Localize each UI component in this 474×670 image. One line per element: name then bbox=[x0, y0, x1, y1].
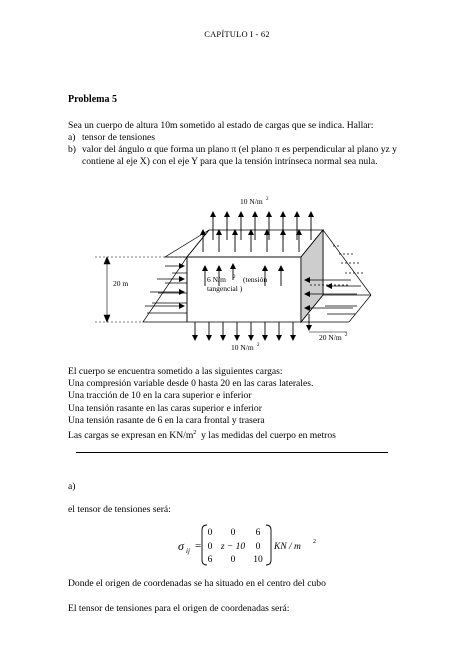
left-triangular-load bbox=[143, 257, 187, 322]
tensor-intro: el tensor de tensiones será: bbox=[68, 504, 171, 515]
matrix-cell: 6 bbox=[207, 555, 213, 565]
matrix-cell: 10 bbox=[253, 555, 263, 565]
matrix-cell: 0 bbox=[207, 528, 213, 538]
question-b-label: b) bbox=[68, 144, 76, 155]
top-load-label bbox=[240, 197, 269, 206]
sigma-subscript: ij bbox=[186, 547, 190, 555]
load-item: Una tensión rasante en las caras superior e inferior bbox=[68, 402, 262, 414]
question-b bbox=[68, 144, 397, 156]
shear-note-2: tangencial ) bbox=[207, 284, 243, 293]
matrix-cell: 0 bbox=[230, 555, 236, 565]
bottom-load-exponent: 2 bbox=[257, 343, 260, 348]
sigma-symbol: σ bbox=[178, 539, 184, 553]
loads-list bbox=[68, 366, 336, 442]
section-divider bbox=[76, 452, 388, 453]
page-header: CAPÍTULO I - 62 bbox=[204, 29, 270, 39]
right-bracket bbox=[266, 525, 271, 565]
load-item: Una tracción de 10 en la cara superior e inferior bbox=[68, 390, 252, 402]
matrix-units-exponent: 2 bbox=[313, 539, 316, 545]
shear-value: 6 N/m bbox=[207, 275, 226, 284]
matrix-units: KN / m bbox=[274, 542, 301, 552]
matrix-cell: 6 bbox=[255, 528, 261, 538]
top-load-value: 10 N/m bbox=[240, 197, 263, 206]
matrix-cells bbox=[208, 528, 263, 565]
shear-note-1: (tensión bbox=[243, 275, 268, 284]
bottom-load-value: 10 N/m bbox=[231, 343, 254, 352]
question-a-text: tensor de tensiones bbox=[82, 132, 156, 143]
origin-note: Donde el origen de coordenadas se ha situado en el centro del cubo bbox=[68, 578, 326, 589]
height-dimension bbox=[95, 257, 185, 322]
load-item: Una compresión variable desde 0 hasta 20 en las caras laterales. bbox=[68, 378, 314, 390]
left-bracket bbox=[202, 525, 207, 565]
problem-title: Problema 5 bbox=[68, 94, 117, 105]
load-item: Una tensión rasante de 6 en la cara frontal y trasera bbox=[68, 414, 265, 426]
final-note: El tensor de tensiones para el origen de coordenadas será: bbox=[68, 603, 290, 614]
bottom-tension-arrows bbox=[195, 314, 309, 340]
units-text-2: y las medidas del cuerpo en metros bbox=[196, 430, 336, 442]
height-label: 20 m bbox=[113, 279, 129, 288]
matrix-cell: 0 bbox=[255, 542, 261, 552]
top-tension-arrows bbox=[203, 212, 311, 252]
problem-statement: Sea un cuerpo de altura 10m sometido al estado de cargas que se indica. Hallar: bbox=[68, 120, 374, 131]
question-b-text-1: valor del ángulo α que forma un plano π (el plano π es perpendicular al plano yz y bbox=[82, 144, 397, 155]
left-back-load bbox=[165, 230, 209, 257]
question-a-label: a) bbox=[68, 132, 76, 143]
units-note bbox=[68, 427, 336, 442]
lateral-load-exponent: 2 bbox=[345, 333, 348, 338]
top-load-exponent: 2 bbox=[266, 197, 269, 202]
lateral-load-arrows bbox=[145, 266, 361, 308]
matrix-cell: z − 10 bbox=[220, 542, 246, 552]
matrix-cell: 0 bbox=[230, 528, 236, 538]
units-text: Las cargas se expresan en KN/m bbox=[68, 430, 194, 442]
section-a-label: a) bbox=[68, 481, 76, 492]
loads-intro: El cuerpo se encuentra sometido a las siguientes cargas: bbox=[68, 366, 283, 377]
shear-exponent: 2 bbox=[233, 275, 236, 280]
units-exponent: 2 bbox=[193, 429, 197, 436]
question-b-text-2: contiene al eje X) con el eje Y para que la tensión intrínseca normal sea nula. bbox=[82, 156, 378, 167]
equals-sign: = bbox=[195, 540, 202, 552]
stress-tensor-matrix bbox=[176, 520, 326, 570]
question-a bbox=[68, 132, 155, 144]
loaded-body-figure bbox=[95, 190, 395, 360]
lateral-load-value: 20 N/m bbox=[319, 333, 342, 342]
matrix-cell: 0 bbox=[207, 542, 213, 552]
